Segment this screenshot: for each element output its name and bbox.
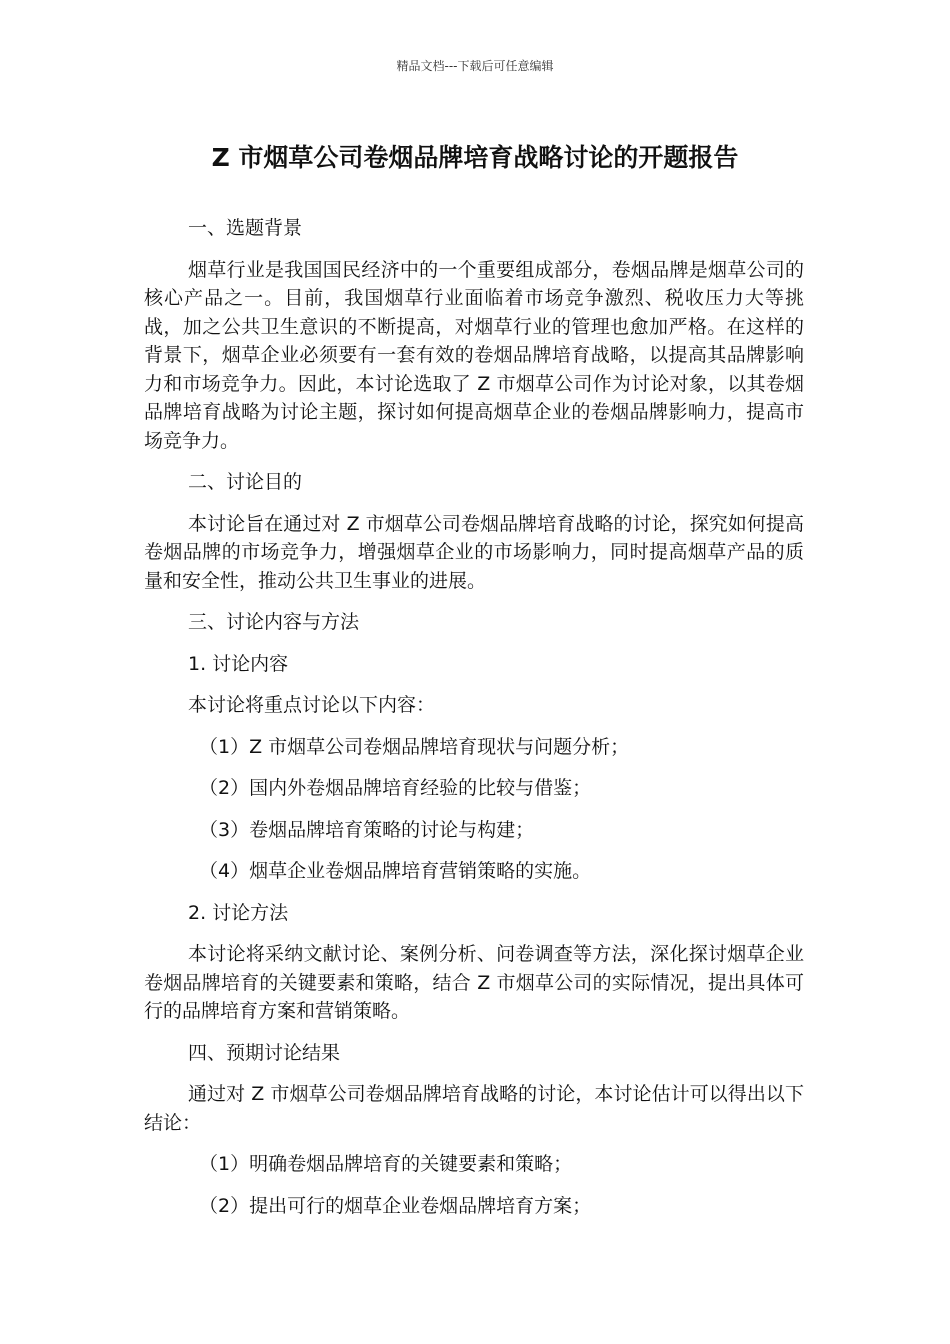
sub-heading-content: 1. 讨论内容: [188, 652, 289, 675]
document-title: Z 市烟草公司卷烟品牌培育战略讨论的开题报告: [211, 143, 739, 172]
header-note: 精品文档---下载后可任意编辑: [396, 59, 554, 73]
section-heading-background: 一、选题背景: [188, 217, 303, 239]
purpose-paragraph: 本讨论旨在通过对 Z 市烟草公司卷烟品牌培育战略的讨论，探究如何提高卷烟品牌的市场竞争力，增强烟草企业的市场影响力，同时提高烟草产品的质量和安全性，推动公共卫生事业的进展。: [144, 512, 804, 592]
list-item: （4）烟草企业卷烟品牌培育营销策略的实施。: [199, 860, 592, 882]
list-item: （2）国内外卷烟品牌培育经验的比较与借鉴；: [199, 777, 592, 799]
results-intro-paragraph: 通过对 Z 市烟草公司卷烟品牌培育战略的讨论，本讨论估计可以得出以下结论：: [144, 1083, 804, 1134]
method-paragraph: 本讨论将采纳文献讨论、案例分析、问卷调查等方法，深化探讨烟草企业卷烟品牌培育的关键要素和策略，结合 Z 市烟草公司的实际情况，提出具体可行的品牌培育方案和营销策略。: [144, 943, 804, 1022]
sub-heading-method: 2. 讨论方法: [188, 901, 289, 924]
section-heading-results: 四、预期讨论结果: [188, 1041, 341, 1064]
section-heading-content-method: 三、讨论内容与方法: [188, 611, 360, 633]
list-item: （2）提出可行的烟草企业卷烟品牌培育方案；: [199, 1194, 592, 1217]
document-body: [144, 214, 804, 1233]
section-heading-purpose: 二、讨论目的: [188, 471, 303, 493]
content-intro: 本讨论将重点讨论以下内容：: [188, 694, 436, 716]
list-item: （3）卷烟品牌培育策略的讨论与构建；: [199, 818, 535, 841]
list-item: （1）明确卷烟品牌培育的关键要素和策略；: [199, 1153, 573, 1175]
list-item: （1）Z 市烟草公司卷烟品牌培育现状与问题分析；: [199, 735, 630, 758]
background-paragraph: 烟草行业是我国国民经济中的一个重要组成部分，卷烟品牌是烟草公司的核心产品之一。目前，我国烟草行业面临着市场竞争激烈、税收压力大等挑战，加之公共卫生意识的不断提高，对烟草行业的管理也愈加严格。在这样的背景下，烟草企业必须要有一套有效的卷烟品牌培育战略，以提高其品牌影响力和市场竞争力。因此，本讨论选取了 Z 市烟草公司作为讨论对象，以其卷烟品牌培育战略为讨论主题，探讨如何提高烟草企业的卷烟品牌影响力，提高市场竞争力。: [144, 258, 804, 452]
